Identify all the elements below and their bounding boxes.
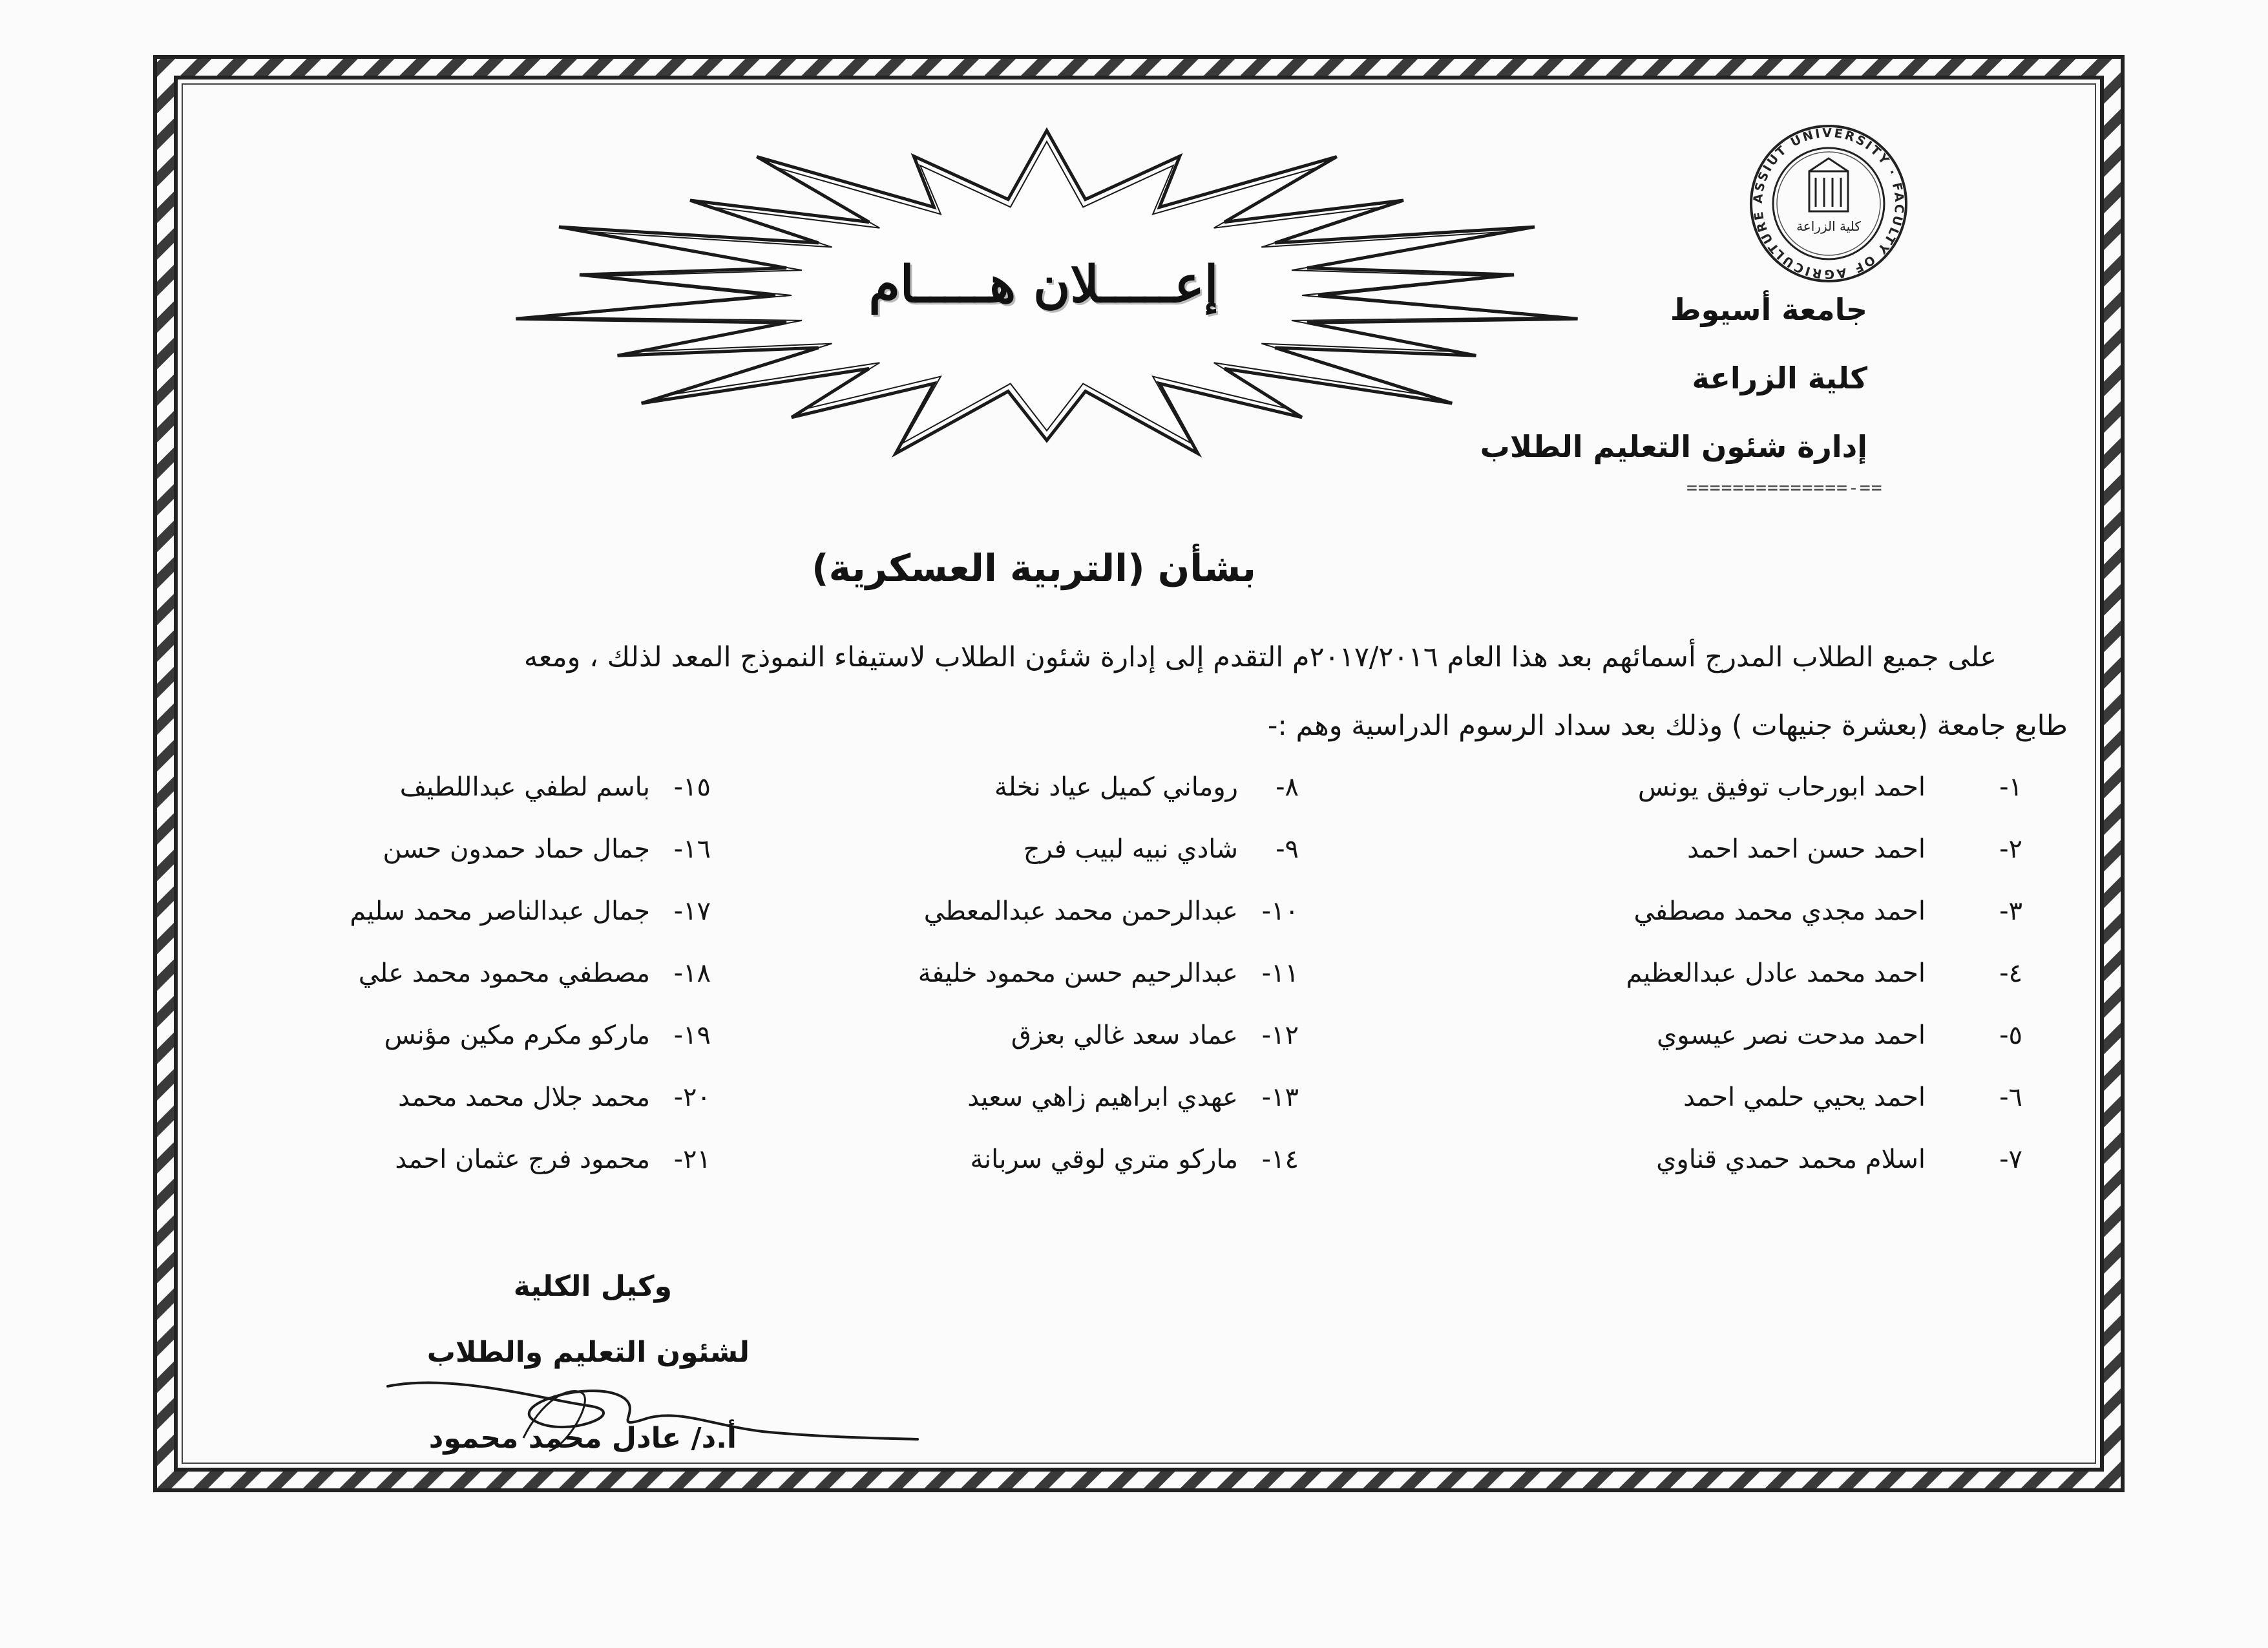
student-number: ٣-: [1999, 896, 2022, 926]
student-list-item: [1570, 1145, 2022, 1207]
student-list-column-1: [1570, 772, 2022, 1207]
student-list-item: [846, 896, 1299, 958]
student-name: احمد مدحت نصر عيسوي: [1656, 1020, 1926, 1050]
student-list-item: [846, 1020, 1299, 1083]
student-list-item: [258, 896, 711, 958]
student-name: شادي نبيه لبيب فرج: [1023, 834, 1238, 864]
student-list-item: [846, 1083, 1299, 1145]
signatory-subtitle: لشئون التعليم والطلاب: [426, 1336, 750, 1369]
student-name: عهدي ابراهيم زاهي سعيد: [967, 1083, 1238, 1112]
student-number: ١-: [1999, 772, 2022, 802]
student-name: محمد جلال محمد محمد: [398, 1083, 650, 1112]
student-name: جمال حماد حمدون حسن: [383, 834, 650, 864]
student-list-item: [1570, 1020, 2022, 1083]
student-list-item: [258, 834, 711, 896]
student-name: احمد مجدي محمد مصطفي: [1633, 896, 1926, 926]
student-number: ١٧-: [673, 896, 711, 926]
student-number: ٢١-: [673, 1145, 711, 1174]
student-list-item: [846, 1145, 1299, 1207]
student-name: احمد حسن احمد احمد: [1687, 834, 1926, 864]
university-name: جامعة أسيوط: [1670, 292, 1867, 327]
student-name: محمود فرج عثمان احمد: [395, 1145, 650, 1174]
student-list-item: [258, 1145, 711, 1207]
student-list-item: [1570, 772, 2022, 834]
student-number: ١٦-: [673, 834, 711, 864]
student-name: اسلام محمد حمدي قناوي: [1656, 1145, 1926, 1174]
department-name: إدارة شئون التعليم الطلاب: [1480, 429, 1867, 464]
student-number: ٥-: [1999, 1020, 2022, 1050]
body-line-2: طابع جامعة (بعشرة جنيهات ) وذلك بعد سداد الرسوم الدراسية وهم :-: [1267, 710, 2068, 742]
student-number: ٢-: [1999, 834, 2022, 864]
student-name: ماركو متري لوقي سربانة: [970, 1145, 1238, 1174]
signatory-title: وكيل الكلية: [513, 1270, 672, 1303]
student-list-item: [846, 772, 1299, 834]
student-list-column-2: [846, 772, 1299, 1207]
student-number: ٢٠-: [673, 1083, 711, 1112]
student-number: ١٥-: [673, 772, 711, 802]
student-name: باسم لطفي عبداللطيف: [399, 772, 650, 802]
student-number: ١٤-: [1261, 1145, 1299, 1174]
header-separator: ==============-==: [1686, 477, 1883, 498]
subject-heading: بشأن (التربية العسكرية): [812, 546, 1256, 590]
student-name: عبدالرحمن محمد عبدالمعطي: [923, 896, 1238, 926]
student-number: ٧-: [1999, 1145, 2022, 1174]
student-name: احمد محمد عادل عبدالعظيم: [1626, 958, 1926, 988]
student-list-item: [258, 772, 711, 834]
student-name: جمال عبدالناصر محمد سليم: [350, 896, 650, 926]
student-number: ٨-: [1276, 772, 1299, 802]
student-name: ماركو مكرم مكين مؤنس: [384, 1020, 650, 1050]
student-number: ١١-: [1261, 958, 1299, 988]
signatory-name: أ.د/ عادل محمد محمود: [428, 1422, 737, 1455]
student-number: ٤-: [1999, 958, 2022, 988]
student-list-item: [1570, 834, 2022, 896]
student-list-column-3: [258, 772, 711, 1207]
student-list-item: [258, 1083, 711, 1145]
student-name: احمد ابورحاب توفيق يونس: [1637, 772, 1926, 802]
university-seal-icon: [1738, 113, 1919, 294]
student-list-item: [1570, 1083, 2022, 1145]
student-list-item: [258, 1020, 711, 1083]
student-name: احمد يحيي حلمي احمد: [1683, 1083, 1926, 1112]
student-number: ١٩-: [673, 1020, 711, 1050]
svg-text:ASSIUT UNIVERSITY · FACULTY OF: ASSIUT UNIVERSITY · FACULTY OF AGRICULTURE: [1750, 125, 1907, 282]
student-list-item: [846, 834, 1299, 896]
student-number: ١٨-: [673, 958, 711, 988]
student-number: ١٣-: [1261, 1083, 1299, 1112]
student-name: عماد سعد غالي بعزق: [1011, 1020, 1238, 1050]
body-line-1: على جميع الطلاب المدرج أسمائهم بعد هذا العام ٢٠١٧/٢٠١٦م التقدم إلى إدارة شئون الطلاب لاستيفاء النموذج المعد لذلك ، ومعه: [523, 641, 1997, 673]
announcement-banner-title: إعـــــلان هـــــام: [868, 255, 1219, 314]
student-number: ٦-: [1999, 1083, 2022, 1112]
svg-text:كلية الزراعة: كلية الزراعة: [1796, 218, 1861, 234]
student-name: عبدالرحيم حسن محمود خليفة: [918, 958, 1238, 988]
student-number: ١٢-: [1261, 1020, 1299, 1050]
faculty-name: كلية الزراعة: [1692, 361, 1867, 396]
student-name: مصطفي محمود محمد علي: [358, 958, 650, 988]
student-list-item: [1570, 896, 2022, 958]
student-list-item: [258, 958, 711, 1020]
student-list-item: [1570, 958, 2022, 1020]
student-number: ١٠-: [1261, 896, 1299, 926]
student-name: روماني كميل عياد نخلة: [994, 772, 1238, 802]
student-number: ٩-: [1276, 834, 1299, 864]
student-list-item: [846, 958, 1299, 1020]
